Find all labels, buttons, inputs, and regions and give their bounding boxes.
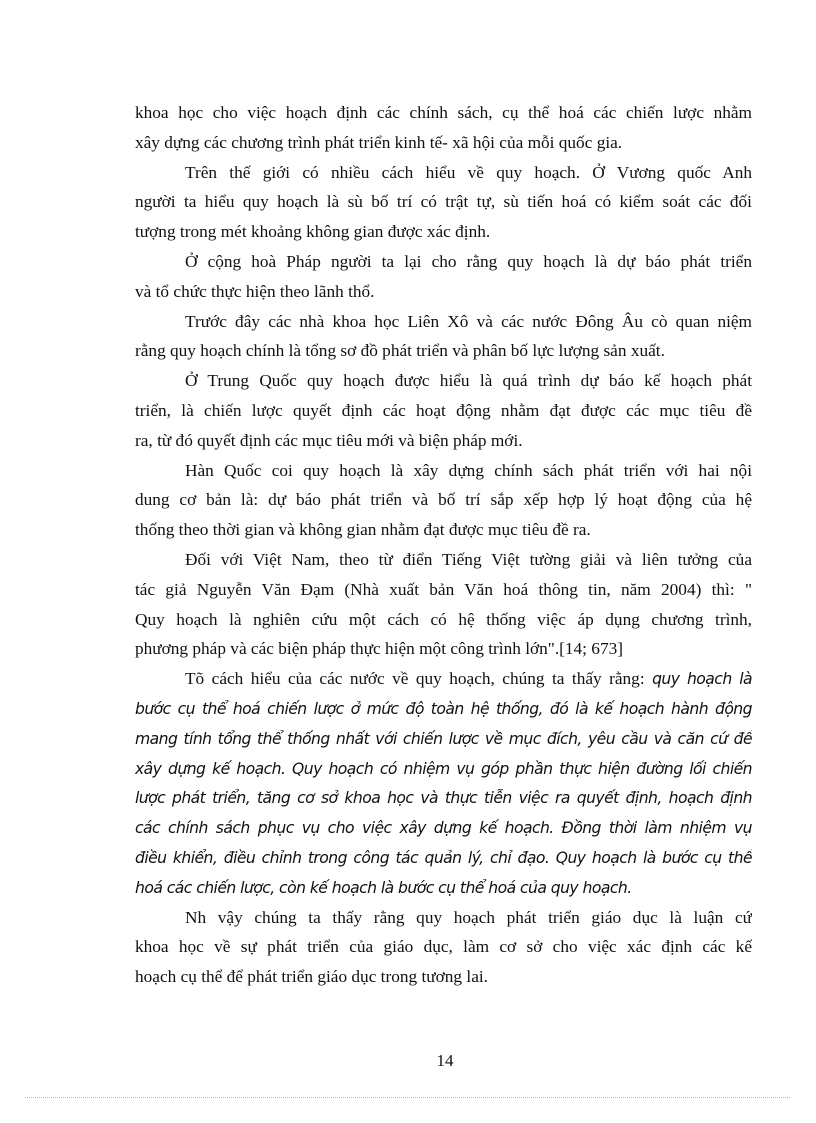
text-span: Ở Trung Quốc quy hoạch được hiểu là quá trình dự báo kế hoạch phát	[185, 371, 752, 391]
page-bottom-divider	[25, 1097, 790, 1098]
paragraph	[135, 158, 752, 247]
text-span: tác giả Nguyễn Văn Đạm (Nhà xuất bản Văn hoá thông tin, năm 2004) thì: "	[135, 579, 752, 599]
paragraph	[135, 247, 752, 307]
paragraph	[135, 545, 752, 664]
text-line	[135, 903, 752, 933]
text-span: Quy hoạch là nghiên cứu một cách có hệ thống việc áp dụng chương trình,	[135, 609, 752, 629]
text-span: khoa học về sự phát triển của giáo dục, làm cơ sở cho việc xác định các kế	[135, 937, 752, 957]
text-span: thống theo thời gian và không gian nhằm đạt được mục tiêu đề ra.	[135, 520, 591, 540]
text-span: người ta hiểu quy hoạch là sù bố trí có trật tự, sù tiến hoá có kiểm soát các đối	[135, 192, 752, 212]
text-line	[135, 515, 752, 545]
text-span: xây dựng các chương trình phát triển kinh tế- xã hội của mỗi quốc gia.	[135, 132, 623, 152]
text-span: và tổ chức thực hiện theo lãnh thổ.	[135, 281, 375, 301]
italic-text: điều khiển, điều chỉnh trong công tác quản lý, chỉ đạo. Quy hoạch là bước cụ thể	[135, 848, 752, 867]
text-line	[135, 545, 752, 575]
text-span: Ở cộng hoà Pháp người ta lại cho rằng quy hoạch là dự báo phát triển	[185, 251, 752, 271]
text-line	[135, 724, 752, 754]
text-span: Tõ cách hiểu của các nước về quy hoạch, chúng ta thấy rằng:	[185, 669, 653, 689]
document-body	[135, 98, 752, 992]
paragraph	[135, 98, 752, 158]
text-line	[135, 843, 752, 873]
text-line	[135, 694, 752, 724]
text-span: tượng trong mét khoảng không gian được xác định.	[135, 222, 491, 242]
text-line	[135, 664, 752, 694]
text-span: dung cơ bản là: dự báo phát triển và bố trí sắp xếp hợp lý hoạt động của hệ	[135, 490, 752, 510]
text-line	[135, 605, 752, 635]
text-span: triển, là chiến lược quyết định các hoạt động nhằm đạt được các mục tiêu đề	[135, 400, 752, 420]
text-line	[135, 962, 752, 992]
text-span: Nh vậy chúng ta thấy rằng quy hoạch phát triển giáo dục là luận cứ	[185, 907, 752, 927]
text-span: Hàn Quốc coi quy hoạch là xây dựng chính sách phát triển với hai nội	[185, 460, 752, 480]
text-line	[135, 634, 752, 664]
text-span: hoạch cụ thể để phát triển giáo dục trong tương lai.	[135, 967, 488, 987]
paragraph	[135, 366, 752, 455]
text-line	[135, 754, 752, 784]
text-span: phương pháp và các biện pháp thực hiện một công trình lớn".[14; 673]	[135, 639, 623, 659]
text-line	[135, 873, 752, 903]
text-line	[135, 575, 752, 605]
text-line	[135, 932, 752, 962]
paragraph	[135, 903, 752, 992]
italic-text: lược phát triển, tăng cơ sở khoa học và thực tiễn việc ra quyết định, hoạch định	[135, 789, 752, 808]
text-line	[135, 98, 752, 128]
text-line	[135, 277, 752, 307]
italic-text: bước cụ thể hoá chiến lược ở mức độ toàn hệ thống, đó là kế hoạch hành động	[135, 699, 752, 718]
text-line	[135, 336, 752, 366]
text-line	[135, 456, 752, 486]
italic-text: hoá các chiến lược, còn kế hoạch là bước cụ thể hoá của quy hoạch.	[135, 878, 632, 897]
text-line	[135, 366, 752, 396]
text-span: khoa học cho việc hoạch định các chính sách, cụ thể hoá các chiến lược nhằm	[135, 103, 752, 122]
text-span: Trên thế giới có nhiều cách hiểu về quy hoạch. Ở Vương quốc Anh	[185, 162, 752, 182]
text-span: ra, từ đó quyết định các mục tiêu mới và biện pháp mới.	[135, 430, 523, 450]
italic-text: mang tính tổng thể thống nhất với chiến lược về mục đích, yêu cầu và căn cứ để	[135, 729, 752, 748]
paragraph	[135, 456, 752, 545]
text-line	[135, 307, 752, 337]
text-line	[135, 128, 752, 158]
italic-text: xây dựng kế hoạch. Quy hoạch có nhiệm vụ góp phần thực hiện đường lối chiến	[135, 759, 752, 778]
text-line	[135, 247, 752, 277]
italic-text: các chính sách phục vụ cho việc xây dựng kế hoạch. Đồng thời làm nhiệm vụ	[135, 819, 752, 838]
text-line	[135, 485, 752, 515]
text-span: Trước đây các nhà khoa học Liên Xô và các nước Đông Âu cò quan niệm	[185, 311, 752, 331]
paragraph	[135, 664, 752, 902]
page-number: 14	[436, 1051, 454, 1070]
text-line	[135, 396, 752, 426]
text-line	[135, 158, 752, 188]
text-line	[135, 187, 752, 217]
text-line	[135, 813, 752, 843]
text-line	[135, 426, 752, 456]
text-span: Đối với Việt Nam, theo từ điển Tiếng Việt tường giải và liên tưởng của	[185, 549, 752, 569]
italic-text: quy hoạch là	[652, 670, 752, 689]
text-line	[135, 217, 752, 247]
text-line	[135, 783, 752, 813]
text-span: rằng quy hoạch chính là tổng sơ đồ phát triển và phân bố lực lượng sản xuất.	[135, 341, 665, 361]
paragraph	[135, 307, 752, 367]
